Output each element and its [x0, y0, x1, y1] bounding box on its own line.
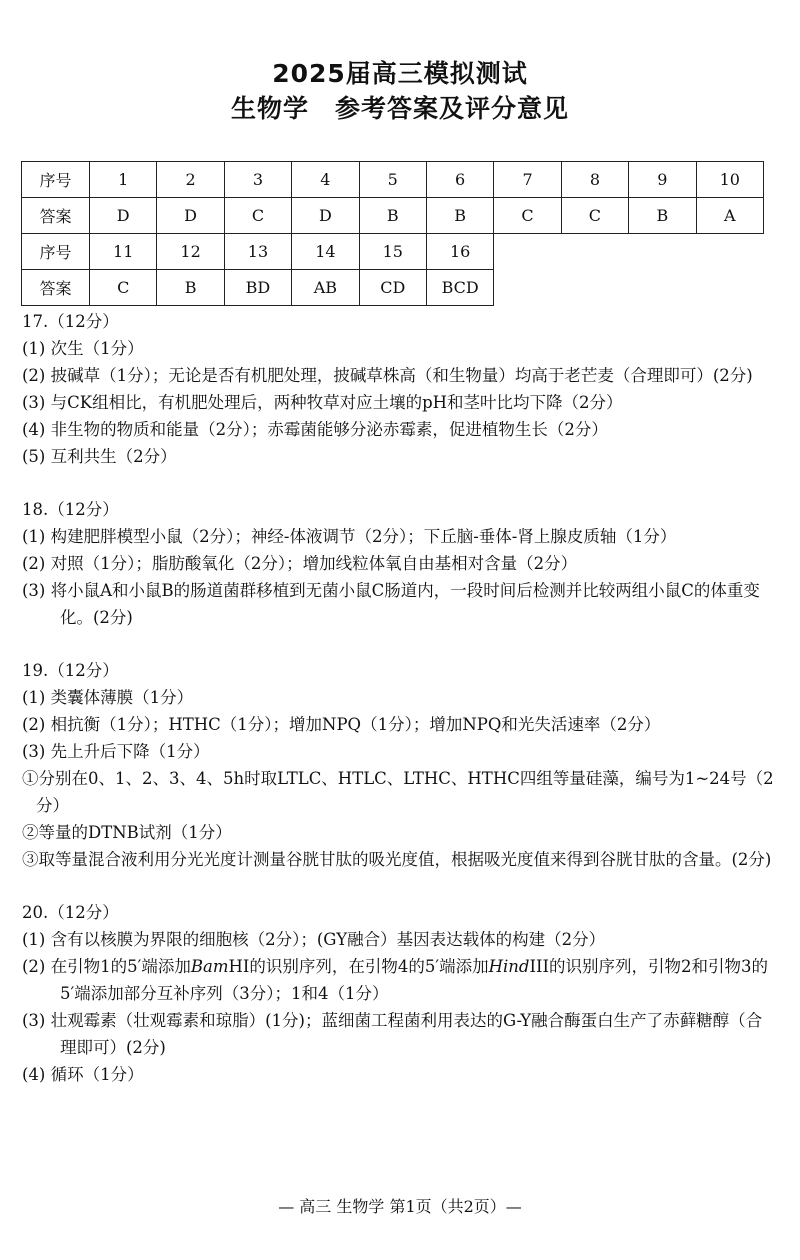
table-cell: C — [494, 198, 561, 234]
table-cell: A — [696, 198, 763, 234]
table-cell: B — [359, 198, 426, 234]
table-cell: 16 — [426, 234, 493, 270]
q17-part-5: (5) 互利共生（2分） — [22, 447, 177, 466]
table-cell: C — [224, 198, 291, 234]
enzyme-hind: Hind — [488, 957, 530, 976]
table-cell: 1 — [90, 162, 157, 198]
table-row — [22, 162, 764, 198]
table-cell: CD — [359, 270, 426, 306]
page-footer: — 高三 生物学 第1页（共2页）— — [278, 1197, 522, 1216]
q19-step-3: ③取等量混合液利用分光光度计测量谷胱甘肽的吸光度值，根据吸光度值来得到谷胱甘肽的含量。(2分) — [22, 850, 772, 869]
answer-table — [21, 161, 764, 306]
q17-part-4: (4) 非生物的物质和能量（2分）；赤霉菌能够分泌赤霉素，促进植物生长（2分） — [22, 420, 608, 439]
table-cell: 8 — [561, 162, 628, 198]
table-cell: 11 — [90, 234, 157, 270]
table-cell: B — [629, 198, 696, 234]
table-cell: AB — [292, 270, 359, 306]
q20-part-2-text-c: III的识别序列，引物2和引物3的5′端添加部分互补序列（3分）；1和4（1分） — [60, 957, 769, 1003]
q20-part-2-text-a: (2) 在引物1的5′端添加 — [22, 957, 191, 976]
q18-part-1: (1) 构建肥胖模型小鼠（2分）；神经-体液调节（2分）；下丘脑-垂体-肾上腺皮质轴（1分） — [22, 527, 677, 546]
table-cell: 3 — [224, 162, 291, 198]
page-title: 2025届高三模拟测试 — [272, 59, 528, 88]
table-cell: 6 — [426, 162, 493, 198]
table-cell: BD — [224, 270, 291, 306]
table-cell: 13 — [224, 234, 291, 270]
table-cell: 5 — [359, 162, 426, 198]
q19-part-3: (3) 先上升后下降（1分） — [22, 742, 210, 761]
table-cell: C — [561, 198, 628, 234]
table-cell: BCD — [426, 270, 493, 306]
table-cell: 4 — [292, 162, 359, 198]
answer-content — [22, 308, 774, 1088]
table-cell: 2 — [157, 162, 224, 198]
enzyme-bam: Bam — [190, 957, 229, 976]
q17-part-2: (2) 披碱草（1分）；无论是否有机肥处理，披碱草株高（和生物量）均高于老芒麦（合理即可）(2分) — [22, 366, 753, 385]
question-19-heading: 19.（12分） — [22, 661, 119, 680]
table-row — [22, 198, 764, 234]
page-subtitle: 生物学 参考答案及评分意见 — [230, 94, 569, 123]
q19-step-1: ①分别在0、1、2、3、4、5h时取LTLC、HTLC、LTHC、HTHC四组等量硅藻，编号为1~24号（2分） — [22, 769, 774, 815]
row-label-answer: 答案 — [22, 270, 90, 306]
table-cell: D — [90, 198, 157, 234]
row-label-answer: 答案 — [22, 198, 90, 234]
table-cell: D — [292, 198, 359, 234]
table-cell: 12 — [157, 234, 224, 270]
table-cell: B — [157, 270, 224, 306]
table-cell: C — [90, 270, 157, 306]
table-cell: B — [426, 198, 493, 234]
q17-part-1: (1) 次生（1分） — [22, 339, 144, 358]
q19-part-2: (2) 相抗衡（1分）；HTHC（1分）；增加NPQ（1分）；增加NPQ和光失活速率（2分） — [22, 715, 661, 734]
table-blank — [494, 234, 764, 306]
table-cell: 14 — [292, 234, 359, 270]
table-cell: 10 — [696, 162, 763, 198]
q19-step-2: ②等量的DTNB试剂（1分） — [22, 823, 232, 842]
row-label-number: 序号 — [22, 162, 90, 198]
q20-part-4: (4) 循环（1分） — [22, 1065, 144, 1084]
q20-part-2 — [22, 953, 774, 1007]
q20-part-3: (3) 壮观霉素（壮观霉素和琼脂）(1分)；蓝细菌工程菌利用表达的G-Y融合酶蛋白生产了赤藓糖醇（合理即可）(2分) — [22, 1011, 763, 1057]
q20-part-2-text-b: HI的识别序列，在引物4的5′端添加 — [228, 957, 489, 976]
table-row — [22, 234, 764, 270]
q18-part-3: (3) 将小鼠A和小鼠B的肠道菌群移植到无菌小鼠C肠道内，一段时间后检测并比较两组小鼠C的体重变化。(2分) — [22, 581, 760, 627]
question-20-heading: 20.（12分） — [22, 903, 119, 922]
q17-part-3: (3) 与CK组相比，有机肥处理后，两种牧草对应土壤的pH和茎叶比均下降（2分） — [22, 393, 623, 412]
table-cell: 9 — [629, 162, 696, 198]
row-label-number: 序号 — [22, 234, 90, 270]
q19-part-1: (1) 类囊体薄膜（1分） — [22, 688, 194, 707]
table-cell: 15 — [359, 234, 426, 270]
table-cell: 7 — [494, 162, 561, 198]
table-cell: D — [157, 198, 224, 234]
q18-part-2: (2) 对照（1分）；脂肪酸氧化（2分）；增加线粒体氧自由基相对含量（2分） — [22, 554, 578, 573]
question-18-heading: 18.（12分） — [22, 500, 119, 519]
q20-part-1: (1) 含有以核膜为界限的细胞核（2分）；(GY融合）基因表达载体的构建（2分） — [22, 930, 606, 949]
question-17-heading: 17.（12分） — [22, 312, 119, 331]
